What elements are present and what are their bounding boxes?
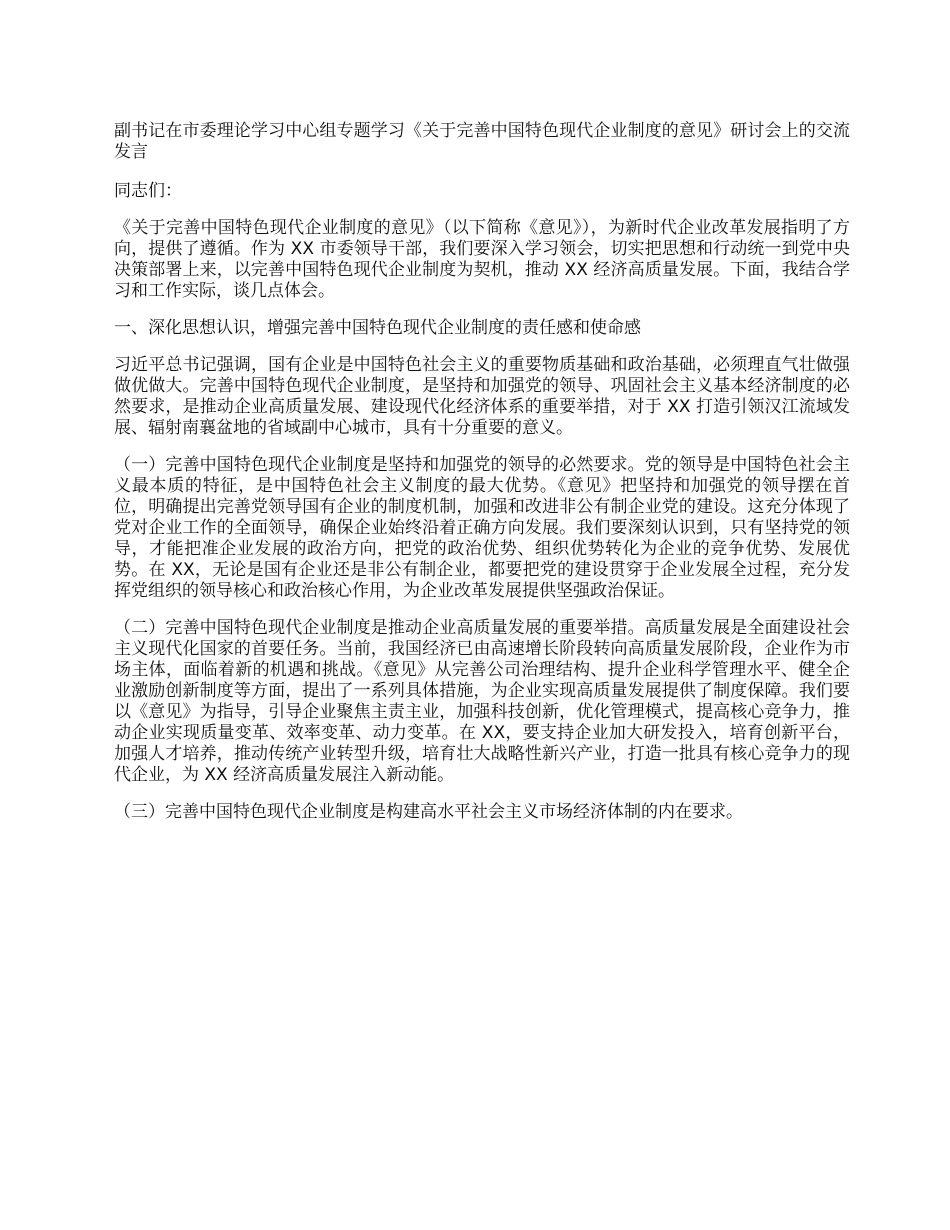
paragraph-point-2: （二）完善中国特色现代企业制度是推动企业高质量发展的重要举措。高质量发展是全面建设社会主义现代化国家的首要任务。当前，我国经济已由高速增长阶段转向高质量发展阶段，企业作为市场主体，面临着新的机遇和挑战。《意见》从完善公司治理结构、提升企业科学管理水平、健全企业激励创新制度等方面，提出了一系列具体措施，为企业实现高质量发展提供了制度保障。我们要以《意见》为指导，引导企业聚焦主责主业，加强科技创新，优化管理模式，提高核心竞争力，推动企业实现质量变革、效率变革、动力变革。在 XX，要支持企业加大研发投入，培育创新平台，加强人才培养，推动传统产业转型升级，培育壮大战略性新兴产业，打造一批具有核心竞争力的现代企业，为 XX 经济高质量发展注入新动能。 [114,618,850,785]
document-page [114,121,850,839]
salutation: 同志们： [114,181,182,201]
paragraph-intro: 《关于完善中国特色现代企业制度的意见》（以下简称《意见》），为新时代企业改革发展指明了方向，提供了遵循。作为 XX 市委领导干部，我们要深入学习领会，切实把思想和行动统一到党中央决策部署上来，以完善中国特色现代企业制度为契机，推动 XX 经济高质量发展。下面，我结合学习和工作实际，谈几点体会。 [114,218,850,301]
section-heading-1: 一、深化思想认识，增强完善中国特色现代企业制度的责任感和使命感 [114,318,641,338]
paragraph-point-1: （一）完善中国特色现代企业制度是坚持和加强党的领导的必然要求。党的领导是中国特色社会主义最本质的特征，是中国特色社会主义制度的最大优势。《意见》把坚持和加强党的领导摆在首位，明确提出完善党领导国有企业的制度机制，加强和改进非公有制企业党的建设。这充分体现了党对企业工作的全面领导，确保企业始终沿着正确方向发展。我们要深刻认识到，只有坚持党的领导，才能把准企业发展的政治方向，把党的政治优势、组织优势转化为企业的竞争优势、发展优势。在 XX，无论是国有企业还是非公有制企业，都要把党的建设贯穿于企业发展全过程，充分发挥党组织的领导核心和政治核心作用，为企业改革发展提供坚强政治保证。 [114,455,850,601]
document-title: 副书记在市委理论学习中心组专题学习《关于完善中国特色现代企业制度的意见》研讨会上的交流发言 [114,121,850,162]
paragraph-point-3: （三）完善中国特色现代企业制度是构建高水平社会主义市场经济体制的内在要求。 [114,802,743,822]
paragraph-body: 习近平总书记强调，国有企业是中国特色社会主义的重要物质基础和政治基础，必须理直气壮做强做优做大。完善中国特色现代企业制度，是坚持和加强党的领导、巩固社会主义基本经济制度的必然要求，是推动企业高质量发展、建设现代化经济体系的重要举措，对于 XX 打造引领汉江流域发展、辐射南襄盆地的省域副中心城市，具有十分重要的意义。 [114,355,850,438]
